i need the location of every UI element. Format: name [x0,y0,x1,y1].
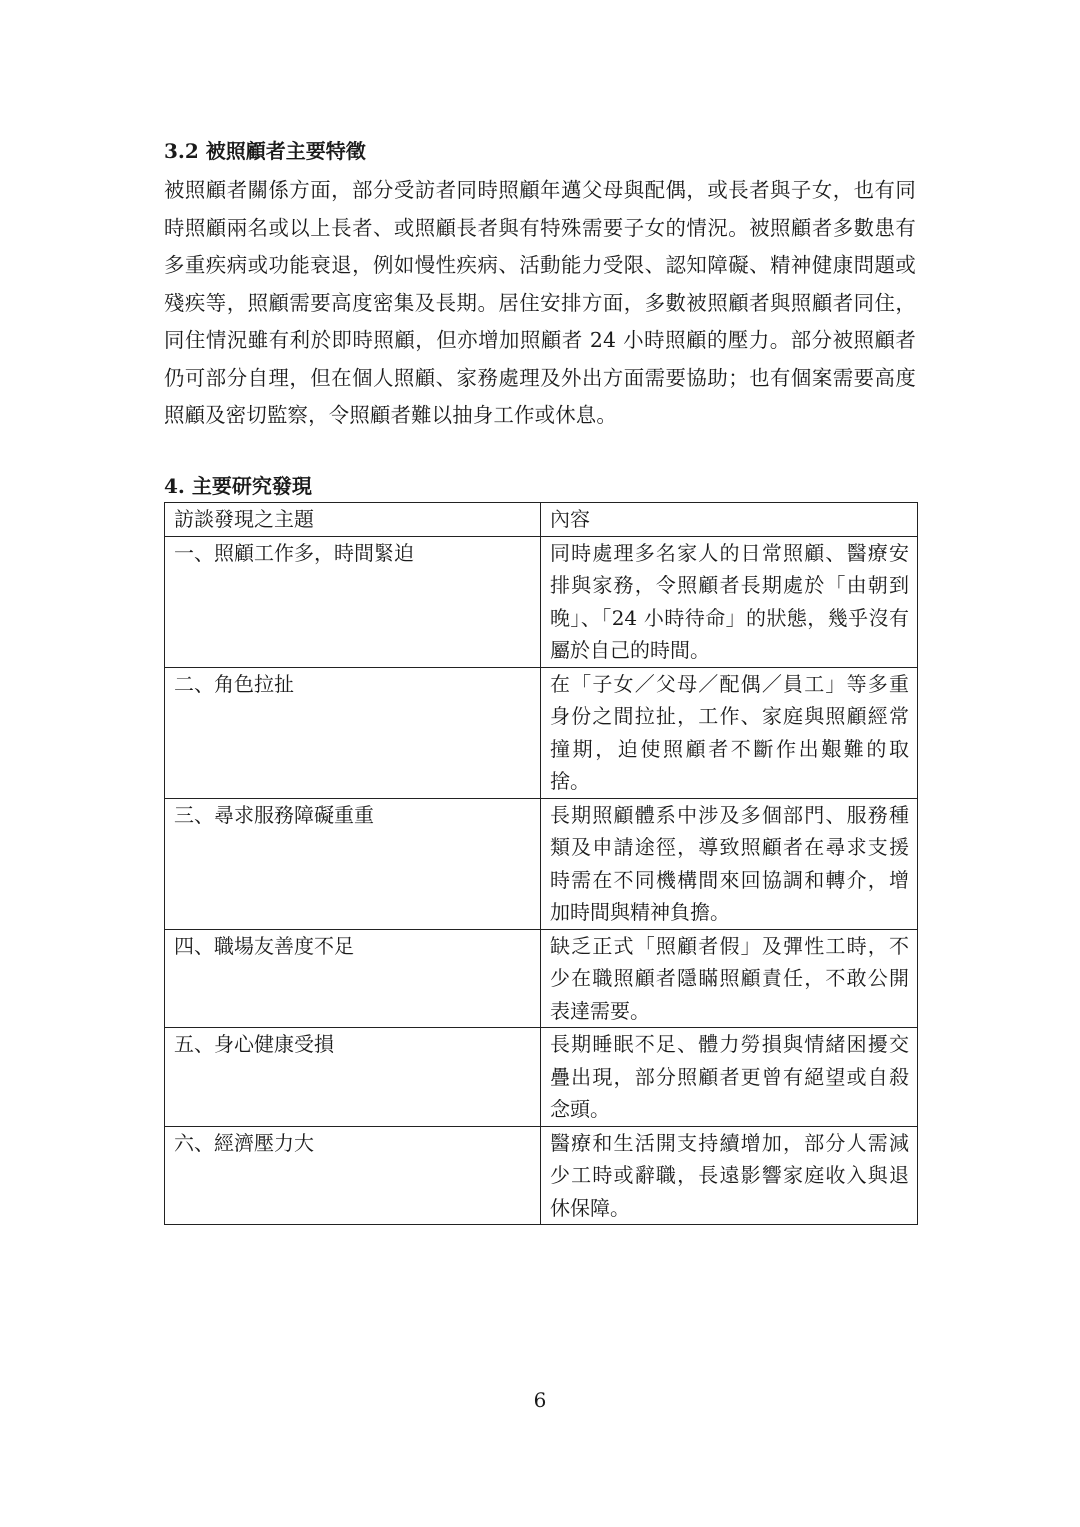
theme-cell: 二、角色拉扯 [165,667,541,798]
content-cell: 醫療和生活開支持續增加，部分人需減少工時或辭職，長遠影響家庭收入與退休保障。 [541,1126,918,1225]
table-row [165,798,918,929]
theme-cell: 一、照顧工作多，時間緊迫 [165,536,541,667]
column-header-content: 內容 [541,503,918,537]
content-cell: 長期照顧體系中涉及多個部門、服務種類及申請途徑，導致照顧者在尋求支援時需在不同機構間來回協調和轉介，增加時間與精神負擔。 [541,798,918,929]
theme-cell: 三、尋求服務障礙重重 [165,798,541,929]
table-row [165,667,918,798]
theme-cell: 六、經濟壓力大 [165,1126,541,1225]
theme-cell: 五、身心健康受損 [165,1028,541,1127]
theme-cell: 四、職場友善度不足 [165,929,541,1028]
content-cell: 同時處理多名家人的日常照顧、醫療安排與家務，令照顧者長期處於「由朝到晚」、「24 小時待命」的狀態，幾乎沒有屬於自己的時間。 [541,536,918,667]
table-row [165,536,918,667]
findings-table [164,502,918,1225]
table-row [165,929,918,1028]
content-cell: 長期睡眠不足、體力勞損與情緒困擾交疊出現，部分照顧者更曾有絕望或自殺念頭。 [541,1028,918,1127]
table-header-row [165,503,918,537]
column-header-theme: 訪談發現之主題 [165,503,541,537]
section-paragraph-3-2: 被照顧者關係方面，部分受訪者同時照顧年邁父母與配偶，或長者與子女，也有同時照顧兩名或以上長者、或照顧長者與有特殊需要子女的情況。被照顧者多數患有多重疾病或功能衰退，例如慢性疾病、活動能力受限、認知障礙、精神健康問題或殘疾等，照顧需要高度密集及長期。居住安排方面，多數被照顧者與照顧者同住，同住情況雖有利於即時照顧，但亦增加照顧者 24 小時照顧的壓力。部分被照顧者仍可部分自理，但在個人照顧、家務處理及外出方面需要協助；也有個案需要高度照顧及密切監察，令照顧者難以抽身工作或休息。 [164,178,916,427]
content-cell: 缺乏正式「照顧者假」及彈性工時，不少在職照顧者隱瞞照顧責任，不敢公開表達需要。 [541,929,918,1028]
table-row [165,1028,918,1127]
table-row [165,1126,918,1225]
page-number: 6 [533,1388,547,1412]
section-heading-4: 4. 主要研究發現 [164,474,312,498]
content-cell: 在「子女／父母／配偶／員工」等多重身份之間拉扯，工作、家庭與照顧經常撞期，迫使照顧者不斷作出艱難的取捨。 [541,667,918,798]
section-heading-3-2: 3.2 被照顧者主要特徵 [164,139,366,163]
